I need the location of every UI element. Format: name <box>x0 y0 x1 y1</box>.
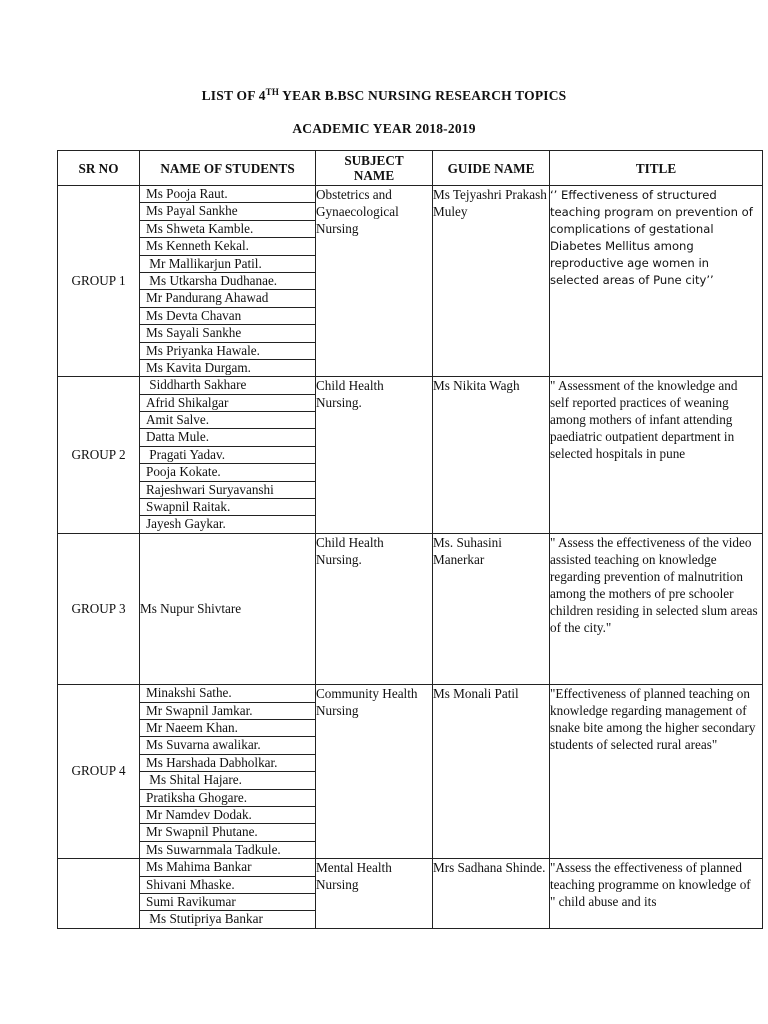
student-name: Pragati Yadav. <box>140 447 315 464</box>
student-name: Ms Shital Hajare. <box>140 772 315 789</box>
research-title: " Assessment of the knowledge and self reported practices of weaning among mothers of infant attending paediatric outpatient department in selected hospitals in pune <box>550 377 763 534</box>
guide-name: Ms. Suhasini Manerkar <box>433 534 550 685</box>
table-row <box>58 685 763 859</box>
research-title: ‘’ Effectiveness of structured teaching program on prevention of complications of gestational Diabetes Mellitus among reproductive age women in selected areas of Pune city’’ <box>550 186 763 377</box>
student-name: Jayesh Gaykar. <box>146 516 226 532</box>
student-name: Mr Mallikarjun Patil. <box>140 256 315 273</box>
student-name: Ms Kavita Durgam. <box>146 359 251 375</box>
student-list <box>140 685 316 859</box>
header-sr-no: SR NO <box>58 151 140 186</box>
table-row <box>58 859 763 929</box>
student-name: Sumi Ravikumar <box>140 894 315 911</box>
student-name: Ms Utkarsha Dudhanae. <box>140 273 315 290</box>
research-title: " Assess the effectiveness of the video assisted teaching on knowledge regarding prevention of malnutrition among the mothers of pre schooler children residing in selected slum areas of the city." <box>550 534 763 685</box>
student-name: Ms Stutipriya Bankar <box>146 911 263 927</box>
table-row <box>58 186 763 377</box>
student-name: Ms Priyanka Hawale. <box>140 343 315 360</box>
student-name: Amit Salve. <box>140 412 315 429</box>
student-name: Swapnil Raitak. <box>140 499 315 516</box>
table-row <box>58 534 763 685</box>
student-name: Pooja Kokate. <box>140 464 315 481</box>
student-name: Ms Pooja Raut. <box>140 186 315 203</box>
subject-name: Child Health Nursing. <box>316 534 433 685</box>
group-label <box>58 859 140 929</box>
table-row <box>58 377 763 534</box>
header-subject: SUBJECT NAME <box>316 151 433 186</box>
subject-name: Obstetrics and Gynaecological Nursing <box>316 186 433 377</box>
header-title: TITLE <box>550 151 763 186</box>
student-name: Mr Pandurang Ahawad <box>140 290 315 307</box>
subject-name: Child Health Nursing. <box>316 377 433 534</box>
student-name: Ms Suvarna awalikar. <box>140 737 315 754</box>
group-label: GROUP 4 <box>58 685 140 859</box>
student-name: Shivani Mhaske. <box>140 877 315 894</box>
student-name: Ms Sayali Sankhe <box>140 325 315 342</box>
student-name: Minakshi Sathe. <box>140 685 315 702</box>
student-name: Mr Swapnil Phutane. <box>140 824 315 841</box>
student-name: Mr Swapnil Jamkar. <box>140 703 315 720</box>
student-name: Pratiksha Ghogare. <box>140 790 315 807</box>
student-name: Ms Devta Chavan <box>140 308 315 325</box>
student-name: Ms Nupur Shivtare <box>140 534 316 685</box>
guide-name: Mrs Sadhana Shinde. <box>433 859 550 929</box>
guide-name: Ms Tejyashri Prakash Muley <box>433 186 550 377</box>
research-title: "Effectiveness of planned teaching on knowledge regarding management of snake bite among the higher secondary students of selected rural areas" <box>550 685 763 859</box>
subject-name: Community Health Nursing <box>316 685 433 859</box>
header-guide: GUIDE NAME <box>433 151 550 186</box>
document-title: LIST OF 4TH YEAR B.BSC NURSING RESEARCH TOPICS <box>201 87 567 103</box>
student-name: Ms Shweta Kamble. <box>140 221 315 238</box>
table-header-row <box>58 151 763 186</box>
research-topics-table <box>57 150 763 929</box>
guide-name: Ms Nikita Wagh <box>433 377 550 534</box>
student-list <box>140 186 316 377</box>
student-name: Datta Mule. <box>140 429 315 446</box>
student-name: Ms Suwarnmala Tadkule. <box>146 841 281 857</box>
student-name: Mr Namdev Dodak. <box>140 807 315 824</box>
student-name: Siddharth Sakhare <box>140 377 315 394</box>
student-name: Ms Harshada Dabholkar. <box>140 755 315 772</box>
subject-name: Mental Health Nursing <box>316 859 433 929</box>
student-name: Ms Payal Sankhe <box>140 203 315 220</box>
student-name: Ms Kenneth Kekal. <box>140 238 315 255</box>
group-label: GROUP 3 <box>58 534 140 685</box>
student-name: Rajeshwari Suryavanshi <box>140 482 315 499</box>
guide-name: Ms Monali Patil <box>433 685 550 859</box>
student-name: Ms Mahima Bankar <box>140 859 315 876</box>
academic-year-heading: ACADEMIC YEAR 2018-2019 <box>292 121 476 136</box>
student-list <box>140 859 316 929</box>
group-label: GROUP 2 <box>58 377 140 534</box>
header-students: NAME OF STUDENTS <box>140 151 316 186</box>
student-name: Mr Naeem Khan. <box>140 720 315 737</box>
student-name: Afrid Shikalgar <box>140 395 315 412</box>
research-title: "Assess the effectiveness of planned teaching programme on knowledge of " child abuse and its <box>550 859 763 929</box>
student-list <box>140 377 316 534</box>
group-label: GROUP 1 <box>58 186 140 377</box>
